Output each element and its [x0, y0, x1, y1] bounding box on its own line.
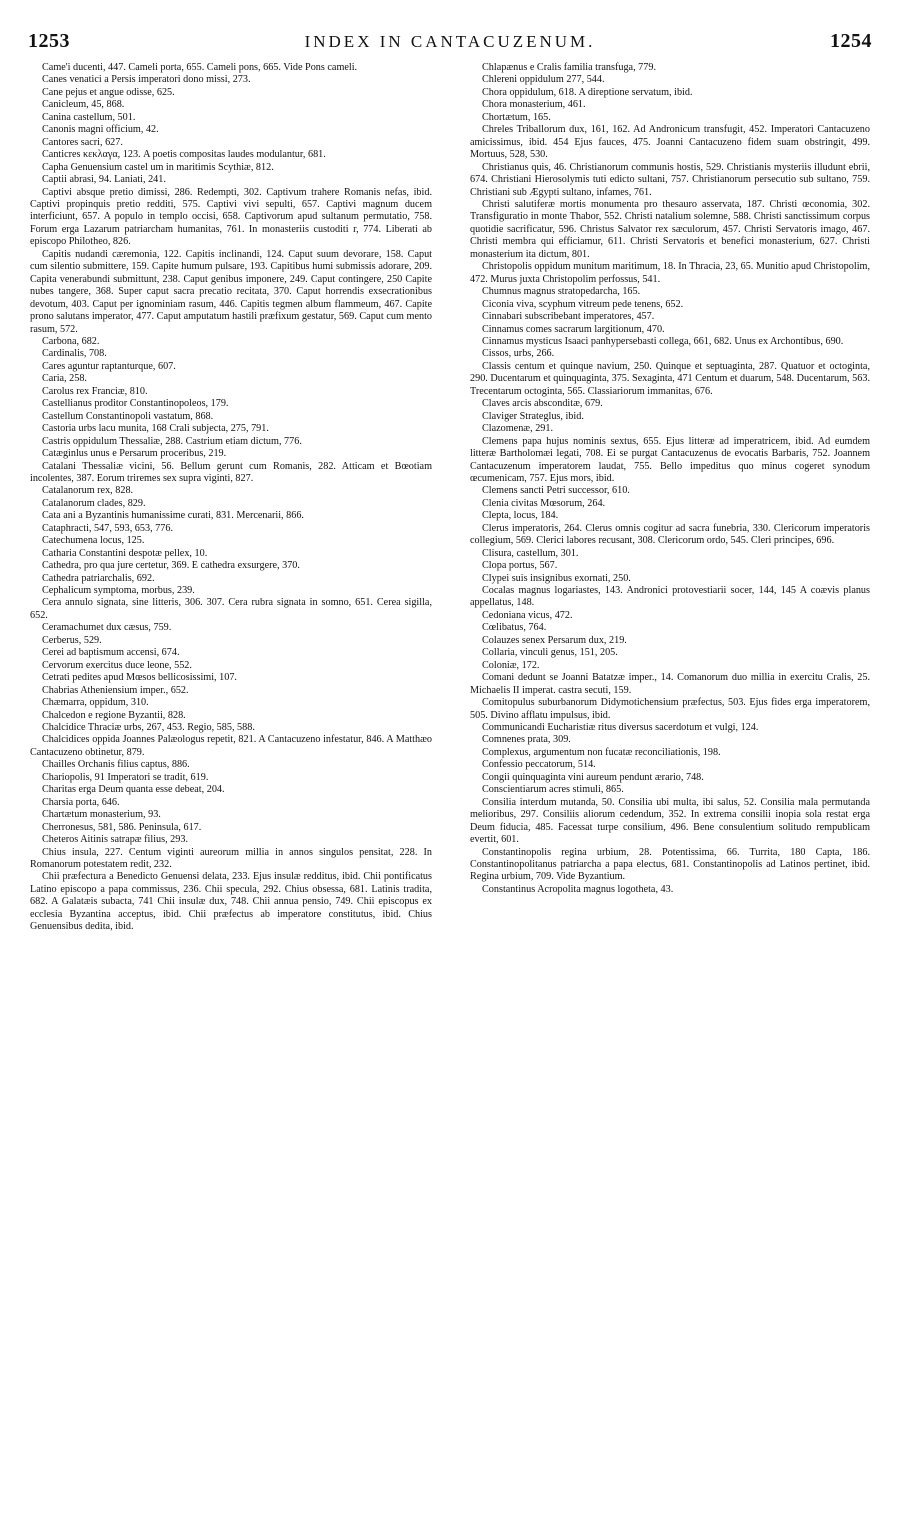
- index-entry: Came'i ducenti, 447. Cameli porta, 655. Cameli pons, 665. Vide Pons cameli.: [42, 62, 358, 73]
- index-entry: Communicandi Eucharistiæ ritus diversus sacerdotum et vulgi, 124.: [482, 722, 759, 734]
- index-entry: Chalcidice Thraciæ urbs, 267, 453. Regio, 585, 588.: [42, 722, 255, 734]
- index-entry: Captivi absque pretio dimissi, 286. Redempti, 302. Captivum trahere Romanis nefas, ibid. Captivi propinquis pretio redditi, 575. Captivi vivi sepulti, 657. Captivi magnum ducem interficiunt, 657. A populo in templo occisi, 658. Captivorum apud sultanum permutatio, 758. Forum erga Lazarum patriarcham humanitas, 761. In monasteriis custoditi r, 774. Liberati ab episcopo Philotheo, 826.: [30, 186, 432, 248]
- index-entry: Caria, 258.: [42, 373, 87, 385]
- page-header: [28, 30, 872, 58]
- index-entry: Cervorum exercitus duce leone, 552.: [42, 659, 192, 671]
- index-entry: Constantinopolis regina urbium, 28. Potentissima, 66. Turrita, 180 Capta, 186. Constantinopolitanus patriarcha a papa electus, 681. Constantinopolis ad Latinos pertinet, ibid. Regina urbium, 709. Vide Byzantium.: [470, 846, 870, 883]
- index-entry: Cœlibatus, 764.: [482, 622, 547, 634]
- index-entry: Catharia Constantini despotæ pellex, 10.: [42, 547, 208, 559]
- page-title: INDEX IN CANTACUZENUM.: [304, 32, 596, 51]
- index-entry: Chailles Orchanis filius captus, 886.: [42, 759, 190, 771]
- index-entry: Cares aguntur raptanturque, 607.: [42, 360, 176, 372]
- index-entry: Chumnus magnus stratopedarcha, 165.: [482, 286, 641, 298]
- index-entry: Cinnamus mysticus Isaaci panhypersebasti collega, 661, 682. Unus ex Archontibus, 690.: [482, 335, 844, 347]
- index-entry: Cinnamus comes sacrarum largitionum, 470.: [482, 323, 665, 335]
- index-entry: Chlereni oppidulum 277, 544.: [482, 74, 605, 86]
- index-entry: Complexus, argumentum non fucatæ reconciliationis, 198.: [482, 746, 721, 758]
- index-entry: Canes venatici a Persis imperatori dono missi, 273.: [42, 74, 251, 86]
- index-entry: Castris oppidulum Thessaliæ, 288. Castrium etiam dictum, 776.: [42, 435, 302, 447]
- index-entry: Chora oppidulum, 618. A direptione servatum, ibid.: [482, 86, 693, 98]
- index-entry: Clopa portus, 567.: [482, 560, 558, 572]
- index-entry: Chartætum monasterium, 93.: [42, 809, 161, 821]
- page-number-left: 1253: [28, 30, 70, 52]
- index-entry: Cocalas magnus logariastes, 143. Andronici protovestiarii socer, 144, 145 A coævis planus appellatus, 148.: [470, 585, 870, 609]
- index-entry: Cheteros Aitinis satrapæ filius, 293.: [42, 834, 189, 846]
- index-entry: Capitis nudandi cæremonia, 122. Capitis inclinandi, 124. Caput suum devorare, 158. Caput cum silentio submittere, 159. Capite humum pulsare, 193. Capitibus humi submissis adorare, 209. Capita venerabundi submittunt, 238. Caput genibus imponere, 249. Caput contingere, 250 Capite nubes tangere, 368. Super caput sacra precatio recitata, 370. Caput horrendis exsecrationibus devotum, 403. Caput per ignominiam rasum, 446. Capitis tegmen album flammeum, 467. Capite prono salutans imperator, 477. Caput amputatum hastili præfixum gestatur, 569. Caput cum mento rasum, 572.: [30, 248, 432, 335]
- index-entry: Coloniæ, 172.: [482, 659, 540, 671]
- index-entry: Castellum Constantinopoli vastatum, 868.: [42, 410, 214, 422]
- index-entry: Carolus rex Franciæ, 810.: [42, 385, 148, 397]
- index-entry: Cane pejus et angue odisse, 625.: [42, 86, 175, 98]
- index-entry: Chii præfectura a Benedicto Genuensi delata, 233. Ejus insulæ redditus, ibid. Chii pontificatus Latino episcopo a papa commissus, 236. Chii specula, 292. Chius obsessa, 681. Latinis tradita, 682. A Galatæis subacta, 741 Chii insulæ dux, 748. Chii annua pensio, 749. Chii episcopus ex ecclesia Byzantina acceptus, ibid. Chii præfectus ab imperatore constitutus, ibid. Chius Genuensibus dedita, ibid.: [30, 871, 432, 933]
- index-entry: Claviger Strateglus, ibid.: [482, 410, 584, 422]
- index-entry: Cerberus, 529.: [42, 634, 102, 646]
- index-entry: Captii abrasi, 94. Laniati, 241.: [42, 174, 166, 186]
- index-entry: Catalanorum clades, 829.: [42, 497, 146, 509]
- index-entry: Clepta, locus, 184.: [482, 510, 559, 522]
- index-entry: Ciconia viva, scyphum vitreum pede tenens, 652.: [482, 298, 684, 310]
- index-entry: Canonis magni officium, 42.: [42, 124, 159, 136]
- index-entry: Cetrati pedites apud Mœsos bellicosissimi, 107.: [42, 672, 237, 684]
- index-entry: Cardinalis, 708.: [42, 348, 107, 360]
- index-entry: Comitopulus suburbanorum Didymotichensium præfectus, 503. Ejus fides erga imperatorem, 505. Divino afflatu impulsus, ibid.: [470, 697, 870, 721]
- index-entry: Cherronesus, 581, 586. Peninsula, 617.: [42, 821, 202, 833]
- index-entry: Comnenes prata, 309.: [482, 734, 571, 746]
- index-entry: Constantinus Acropolita magnus logotheta, 43.: [482, 883, 674, 895]
- page-number-right: 1254: [830, 30, 872, 52]
- index-entry: Cedoniana vicus, 472.: [482, 609, 573, 621]
- index-entry: Canina castellum, 501.: [42, 111, 136, 123]
- index-entry: Cephalicum symptoma, morbus, 239.: [42, 585, 195, 597]
- index-entry: Capha Genuensium castel um in maritimis Scythiæ, 812.: [42, 161, 274, 173]
- index-entry: Consilia interdum mutanda, 50. Consilia ubi multa, ibi salus, 52. Consilia mala permutanda melioribus, 297. Consiliis aliorum cedendum, 352. In extrema consilii inopia sola restat erga Deum fiducia, 485. Facessat turpe consilium, 496. Bene consulentium solitudo rempublicam evertit, 601.: [470, 796, 870, 846]
- index-entry: Clemens sancti Petri successor, 610.: [482, 485, 630, 497]
- index-entry: Carbona, 682.: [42, 335, 100, 347]
- index-entry: Chreles Triballorum dux, 161, 162. Ad Andronicum transfugit, 452. Imperatori Cantacuzeno amicissimus, ibid. 454 Ejus fauces, 475. Joanni Cantacuzeno fidem suam obstringit, 499. Mortuus, 528, 530.: [470, 124, 870, 161]
- index-entry: Catechumena locus, 125.: [42, 535, 145, 547]
- index-entry: Charitas erga Deum quanta esse debeat, 204.: [42, 784, 225, 796]
- index-entry: Clisura, castellum, 301.: [482, 547, 579, 559]
- index-entry: Cissos, urbs, 266.: [482, 348, 555, 360]
- index-entry: Classis centum et quinque navium, 250. Quinque et septuaginta, 287. Quatuor et octoginta, 290. Ducentarum et quinquaginta, 375. Sexaginta, 471 Centum et duarum, 548. Ducentarum, 563. Trecentarum octoginta, 565. Classiariorum immanitas, 676.: [470, 360, 870, 397]
- index-entry: Claves arcis absconditæ, 679.: [482, 398, 603, 410]
- index-entry: Catæginlus unus e Persarum proceribus, 219.: [42, 448, 227, 460]
- index-entry: Colauzes senex Persarum dux, 219.: [482, 634, 627, 646]
- index-entry: Ceramachumet dux cæsus, 759.: [42, 622, 172, 634]
- index-entry: Canicleum, 45, 868.: [42, 99, 125, 111]
- index-entry: Chæmarra, oppidum, 310.: [42, 697, 149, 709]
- index-entry: Canticres κεκλαγα, 123. A poetis compositas laudes modulantur, 681.: [42, 149, 326, 161]
- index-entry: Chora monasterium, 461.: [482, 99, 586, 111]
- index-entry: Castellianus proditor Constantinopoleos, 179.: [42, 398, 229, 410]
- index-entry: Christi salutiferæ mortis monumenta pro thesauro asservata, 187. Christi œconomia, 302. Transfiguratio in monte Thabor, 552. Christi natalium solemne, 588. Christi sanctissimum corpus quotidie sacrificatur, 596. Christus Salvator rex sæculorum, 457. Christi Servatoris imago, 467. Christi membra qui efficiamur, 611. Christi Servatoris et benefici monasterium, 627. Christi monasterium ita dictum, 801.: [470, 198, 870, 260]
- index-entry: Charsia porta, 646.: [42, 796, 120, 808]
- index-entry: Chlapænus e Cralis familia transfuga, 779.: [482, 62, 657, 73]
- index-entry: Cinnabari subscribebant imperatores, 457.: [482, 311, 655, 323]
- index-entry: Castoria urbs lacu munita, 168 Crali subjecta, 275, 791.: [42, 423, 269, 435]
- index-entry: Confessio peccatorum, 514.: [482, 759, 596, 771]
- index-entry: Chalcedon e regione Byzantii, 828.: [42, 709, 186, 721]
- index-entry: Catalanorum rex, 828.: [42, 485, 134, 497]
- index-entry: Conscientiarum acres stimuli, 865.: [482, 784, 624, 796]
- right-column: [470, 62, 870, 1532]
- index-entry: Catalani Thessaliæ vicini, 56. Bellum gerunt cum Romanis, 282. Atticam et Bœotiam incolentes, 387. Eorum triremes sex supra viginti, 827.: [30, 460, 432, 484]
- index-entry: Christopolis oppidum munitum maritimum, 18. In Thracia, 23, 65. Munitio apud Christopolim, 472. Murus juxta Christopolim perfossus, 541.: [470, 261, 870, 285]
- index-entry: Chariopolis, 91 Imperatori se tradit, 619.: [42, 771, 209, 783]
- index-entry: Clemens papa hujus nominis sextus, 655. Ejus litteræ ad imperatricem, ibid. Ad eumdem litteræ Bartholomæi legati, 708. Ei se purgat Cantacuzenus de evocatis Barbaris, 752. Joannem Cantacuzenum imperatorem laudat, 755. Bello impeditus quo minus cogeret synodum œcumenicam, 757. Ejus mors, ibid.: [470, 435, 870, 484]
- index-entry: Chius insula, 227. Centum viginti aureorum millia in annos singulos pensitat, 228. In Romanorum potestatem redit, 232.: [30, 846, 432, 870]
- index-entry: Cantores sacri, 627.: [42, 136, 123, 148]
- index-entry: Christianus quis, 46. Christianorum communis hostis, 529. Christianis mysteriis illudunt ebrii, 674. Christiani Hierosolymis tuti edicto sultani, 757. Christianorum persecutio sub sultano, 759. Christiani sub Ægypti sultano, infames, 761.: [470, 161, 870, 198]
- index-entry: Clenia civitas Mœsorum, 264.: [482, 497, 606, 509]
- index-entry: Cataphracti, 547, 593, 653, 776.: [42, 522, 173, 534]
- index-entry: Chabrias Atheniensium imper., 652.: [42, 684, 189, 696]
- index-entry: Congii quinquaginta vini aureum pendunt ærario, 748.: [482, 771, 704, 783]
- index-entry: Cathedra patriarchalis, 692.: [42, 572, 155, 584]
- index-entry: Chortætum, 165.: [482, 111, 551, 123]
- left-column: [30, 62, 432, 1532]
- index-entry: Cerei ad baptismum accensi, 674.: [42, 647, 180, 659]
- index-entry: Comani dedunt se Joanni Batatzæ imper., 14. Comanorum duo millia in exercitu Cralis, 25. Michaelis II imperat. castra secuti, 159.: [470, 672, 870, 696]
- index-entry: Cathedra, pro qua jure certetur, 369. E cathedra exsurgere, 370.: [42, 560, 300, 572]
- index-entry: Chalcidices oppida Joannes Palæologus repetit, 821. A Cantacuzeno infestatur, 846. A Matthæo Cantacuzeno obtinetur, 879.: [30, 734, 432, 758]
- index-entry: Collaria, vinculi genus, 151, 205.: [482, 647, 618, 659]
- index-entry: Cera annulo signata, sine litteris, 306. 307. Cera rubra signata in somno, 651. Cerea sigilla, 652.: [30, 597, 432, 621]
- index-entry: Clypei suis insignibus exornati, 250.: [482, 572, 631, 584]
- index-entry: Cata ani a Byzantinis humanissime curati, 831. Mercenarii, 866.: [42, 510, 304, 522]
- index-entry: Clazomenæ, 291.: [482, 423, 554, 435]
- index-entry: Clerus imperatoris, 264. Clerus omnis cogitur ad sacra funebria, 330. Clericorum imperatoris collegium, 569. Clerici labores recusant, 308. Clericorum ordo, 545. Cleri principes, 696.: [470, 522, 870, 547]
